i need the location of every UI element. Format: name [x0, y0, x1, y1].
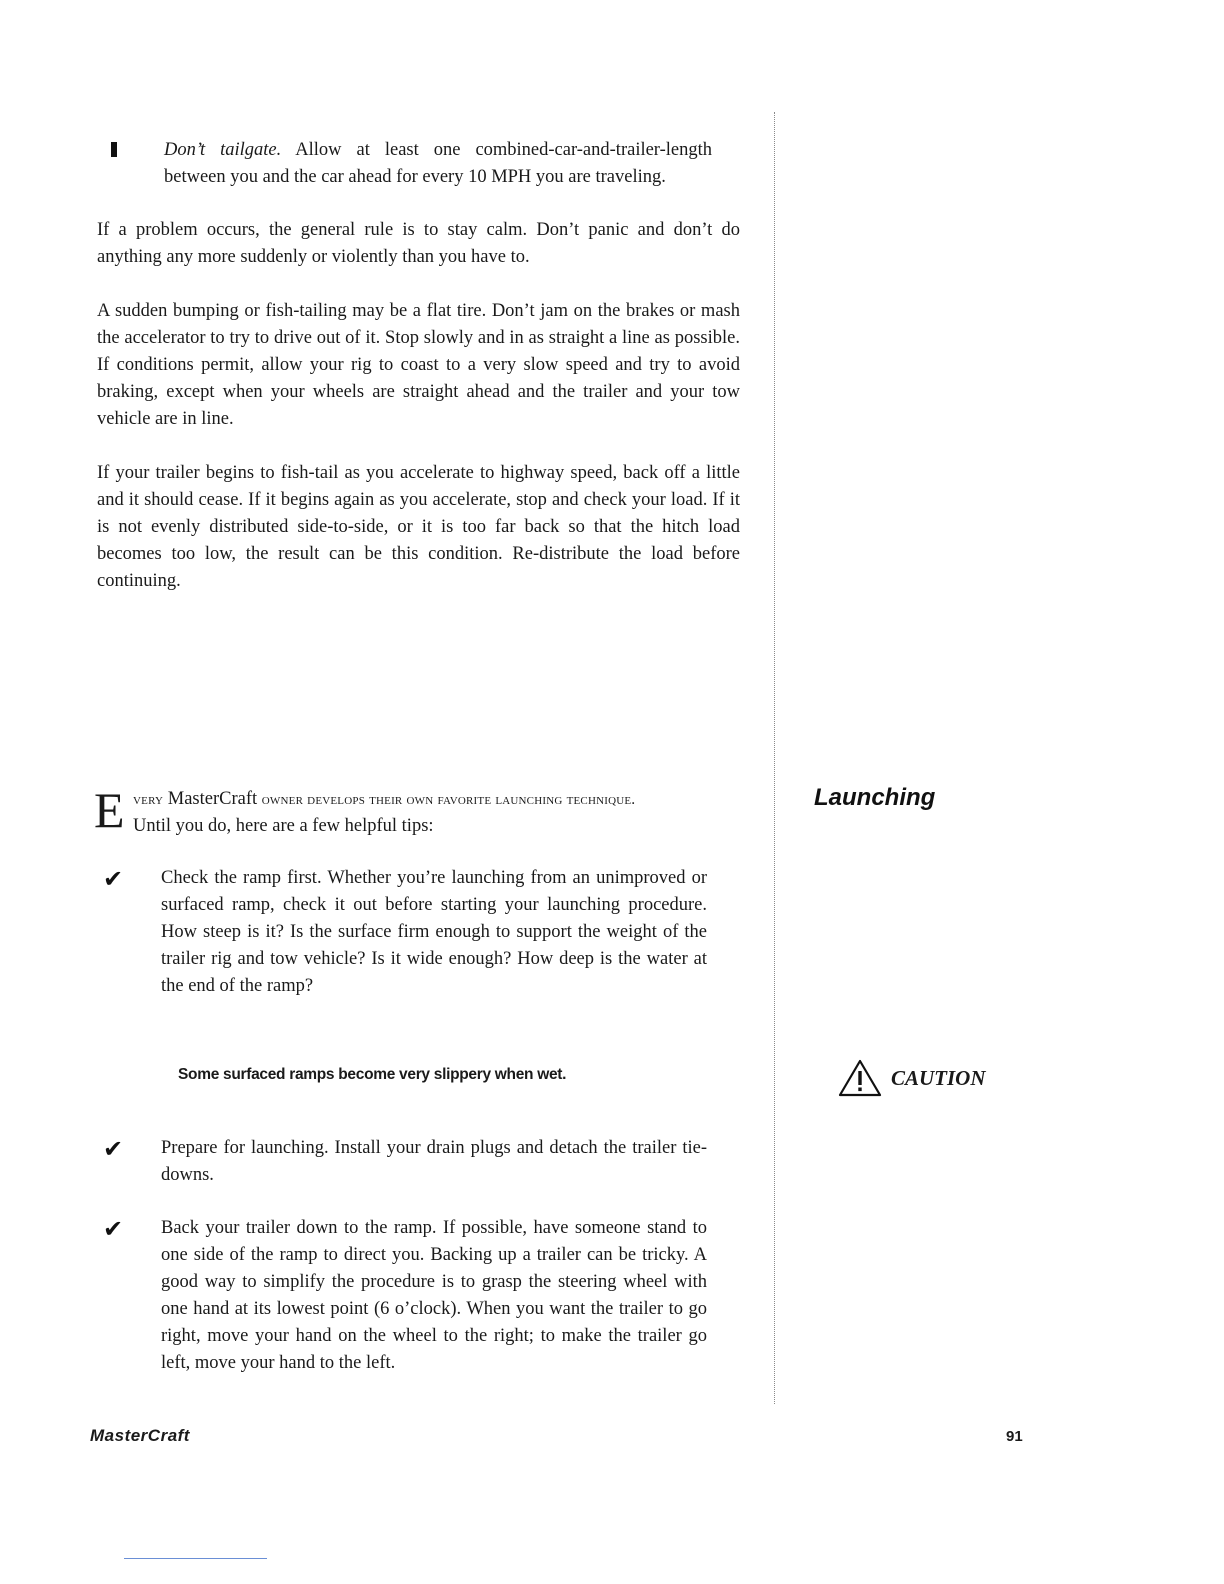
tip-prepare: Prepare for launching. Install your drain plugs and detach the trailer tie-downs. — [161, 1138, 707, 1185]
footer-brand-logo: MasterCraft — [90, 1426, 190, 1445]
intro-smallcaps-a: very — [133, 791, 164, 808]
tip-check-ramp: Check the ramp first. Whether you’re launching from an unimproved or surfaced ramp, check it out before starting your launching procedure. How steep is it? Is the surface firm enough to support the weight of the trailer rig and tow vehicle? Is it wide enough? How deep is the water at the end of the ramp? — [161, 868, 707, 996]
tailgate-text: Allow at least one combined-car-and-trailer-length between you and the car ahead for every 10 MPH you are traveling. — [164, 140, 712, 187]
intro-smallcaps-b: owner develops their own favorite launching technique. — [261, 791, 636, 808]
square-bullet-icon — [111, 142, 117, 157]
side-heading-launching: Launching — [814, 784, 936, 811]
check-mark-icon: ✔ — [103, 1135, 124, 1163]
launching-intro-line1 — [133, 786, 738, 813]
check-mark-icon: ✔ — [103, 1215, 124, 1243]
tip-back-trailer: Back your trailer down to the ramp. If possible, have someone stand to one side of the ramp to direct you. Backing up a trailer can be tricky. A good way to simplify the procedure is to grasp the steering wheel with one hand at its lowest point (6 o’clock). When you want the trailer to go right, move your hand on the wheel to the right; to make the trailer go left, move your hand to the left. — [161, 1218, 707, 1373]
warning-triangle-icon — [837, 1058, 883, 1098]
paragraph-fish-tail: If your trailer begins to fish-tail as you accelerate to highway speed, back off a little and it should cease. If it begins again as you accelerate, stop and check your load. If it is not evenly distributed side-to-side, or it is too far back so that the hitch load becomes too low, the result can be this condition. Re-distribute the load before continuing. — [97, 463, 740, 591]
launching-intro-line2: Until you do, here are a few helpful tips: — [133, 816, 434, 836]
paragraph-stay-calm: If a problem occurs, the general rule is to stay calm. Don’t panic and don’t do anything any more suddenly or violently than you have to. — [97, 220, 740, 267]
tailgate-lead: Don’t tailgate. — [164, 140, 282, 160]
caution-note: Some surfaced ramps become very slippery when wet. — [178, 1066, 567, 1083]
drop-cap: E — [94, 782, 125, 838]
paragraph-flat-tire: A sudden bumping or fish-tailing may be a flat tire. Don’t jam on the brakes or mash the accelerator to try to drive out of it. Stop slowly and in as straight a line as possible. If conditions permit, allow your rig to coast to a very slow speed and try to avoid braking, except when your wheels are straight ahead and the trailer and your tow vehicle are in line. — [97, 301, 740, 429]
column-divider — [774, 112, 775, 1404]
tailgate-item — [164, 137, 712, 191]
intro-brand: MasterCraft — [163, 789, 262, 809]
check-mark-icon: ✔ — [103, 865, 124, 893]
caution-text: CAUTION — [891, 1066, 986, 1090]
bottom-rule — [124, 1558, 267, 1559]
page-number: 91 — [1006, 1428, 1023, 1445]
